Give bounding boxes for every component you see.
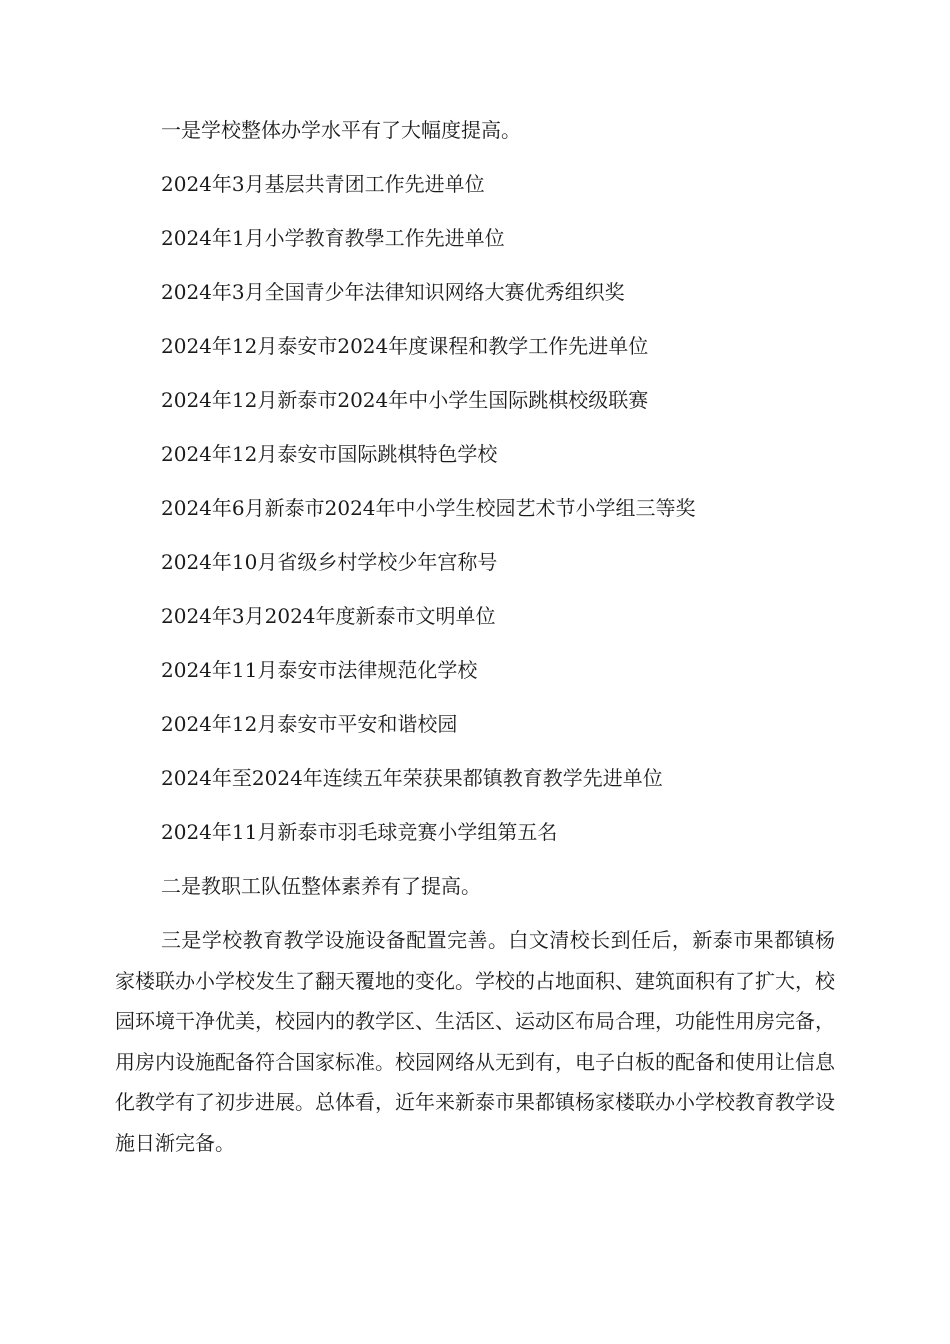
honor-item: 2024年6月新泰市2024年中小学生校园艺术节小学组三等奖 — [161, 496, 696, 520]
honor-item: 2024年1月小学教育教學工作先进单位 — [161, 226, 505, 250]
honor-item: 2024年3月全国青少年法律知识网络大赛优秀组织奖 — [161, 280, 625, 304]
section-two-heading: 二是教职工队伍整体素养有了提高。 — [161, 874, 481, 898]
honor-item: 2024年12月泰安市2024年度课程和教学工作先进单位 — [161, 334, 649, 358]
honor-item: 2024年12月泰安市平安和谐校园 — [161, 712, 458, 736]
honor-item: 2024年3月2024年度新泰市文明单位 — [161, 604, 496, 628]
section-one-heading: 一是学校整体办学水平有了大幅度提高。 — [161, 118, 521, 142]
honor-item: 2024年3月基层共青团工作先进单位 — [161, 172, 485, 196]
honor-item: 2024年至2024年连续五年荣获果都镇教育教学先进单位 — [161, 766, 663, 790]
honor-item: 2024年12月泰安市国际跳棋特色学校 — [161, 442, 498, 466]
honor-item: 2024年10月省级乡村学校少年宫称号 — [161, 550, 498, 574]
honor-item: 2024年11月新泰市羽毛球竞赛小学组第五名 — [161, 820, 558, 844]
section-three-paragraph: 三是学校教育教学设施设备配置完善。白文清校长到任后，新泰市果都镇杨家楼联办小学校发生了翻天覆地的变化。学校的占地面积、建筑面积有了扩大，校园环境干净优美，校园内的教学区、生活区、运动区布局合理，功能性用房完备，用房内设施配备符合国家标准。校园网络从无到有，电子白板的配备和使用让信息化教学有了初步进展。总体看，近年来新泰市果都镇杨家楼联办小学校教育教学设施日渐完备。 — [115, 928, 835, 1155]
honor-item: 2024年11月泰安市法律规范化学校 — [161, 658, 478, 682]
honor-item: 2024年12月新泰市2024年中小学生国际跳棋校级联赛 — [161, 388, 649, 412]
